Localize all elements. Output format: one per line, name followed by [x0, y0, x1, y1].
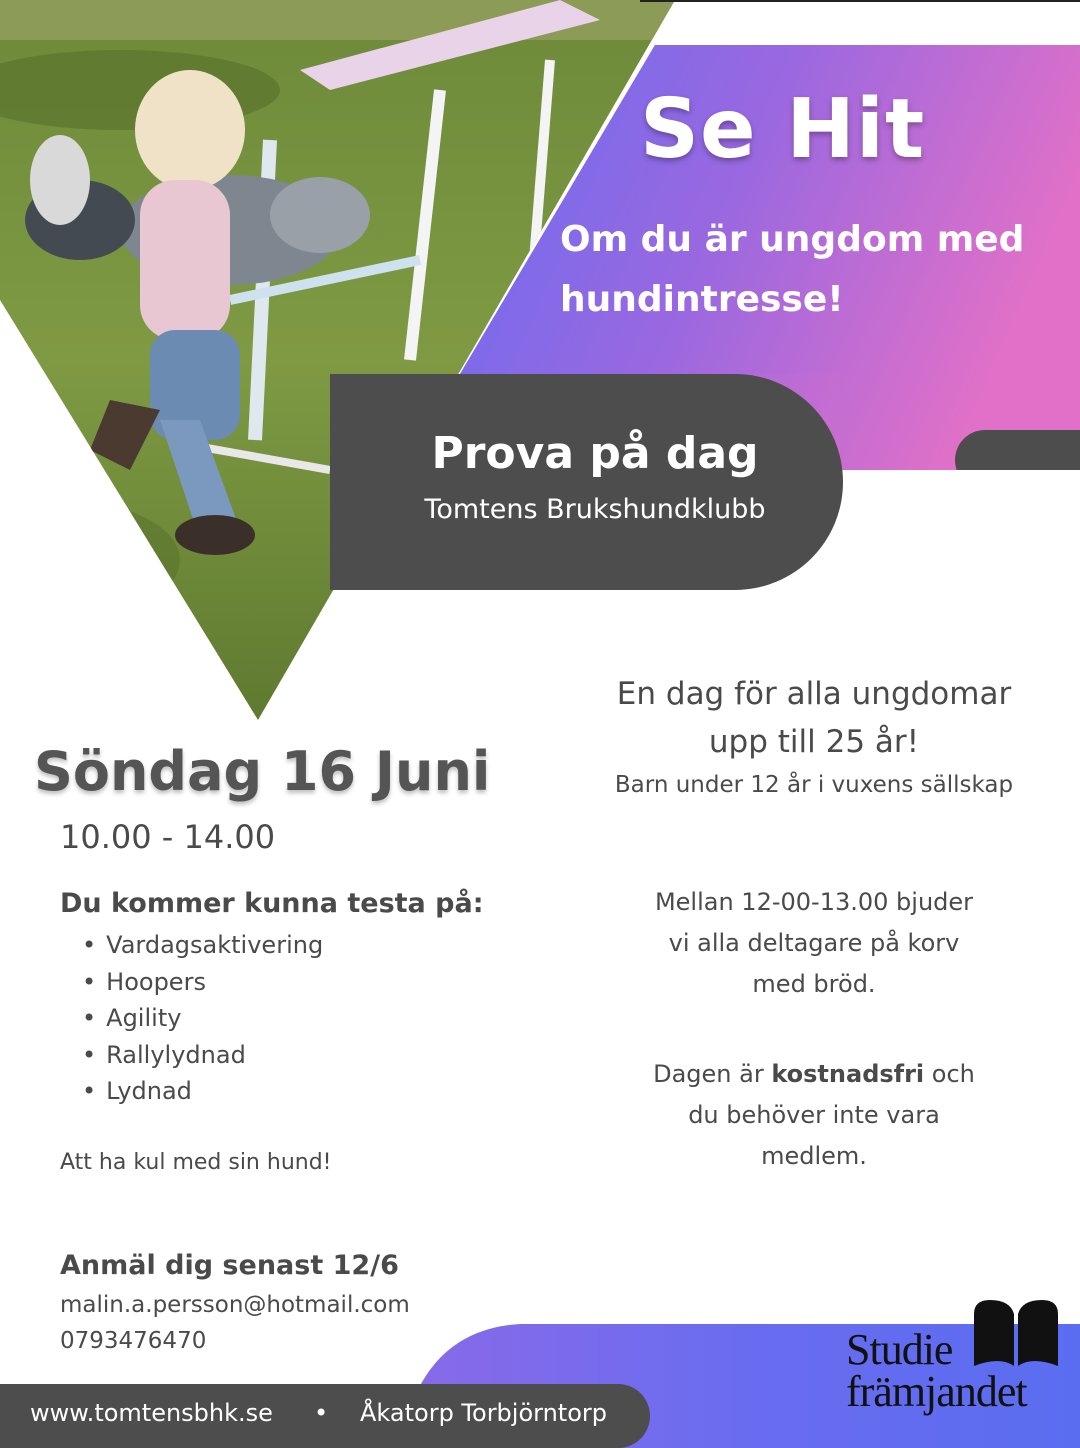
headline-title: Se Hit	[640, 82, 926, 177]
cost-pre: Dagen är	[653, 1060, 764, 1088]
subtitle-line-1: Om du är ungdom med	[560, 219, 1025, 260]
cost-line-3: medlem.	[761, 1142, 867, 1170]
registration-heading: Anmäl dig senast 12/6	[60, 1250, 399, 1281]
event-pill	[0, 370, 860, 600]
activities-tagline: Att ha kul med sin hund!	[60, 1150, 332, 1175]
food-line-3: med bröd.	[752, 970, 876, 998]
info-audience	[560, 670, 1068, 766]
event-title: Prova på dag	[431, 428, 759, 479]
registration-email[interactable]: malin.a.persson@hotmail.com	[60, 1292, 410, 1318]
cost-line-1	[560, 1054, 1068, 1095]
footer-location: Åkatorp Torbjörntorp	[360, 1399, 607, 1427]
event-date: Söndag 16 Juni	[34, 740, 491, 803]
list-item: • Hoopers	[82, 967, 323, 1004]
food-info	[560, 882, 1068, 1005]
list-item: • Vardagsaktivering	[82, 930, 323, 967]
list-item: • Agility	[82, 1003, 323, 1040]
activities-list	[82, 930, 323, 1113]
footer-website[interactable]: www.tomtensbhk.se	[30, 1399, 273, 1427]
headline-subtitle	[560, 210, 1070, 330]
subtitle-line-2: hundintresse!	[560, 279, 844, 320]
footer-separator: •	[314, 1399, 329, 1427]
club-name: Tomtens Brukshundklubb	[424, 494, 766, 525]
info-line-1: En dag för alla ungdomar	[616, 676, 1012, 712]
studiefraemjandet-logo	[846, 1296, 1066, 1426]
activities-heading: Du kommer kunna testa på:	[60, 888, 484, 919]
cost-line-2: du behöver inte vara	[688, 1101, 940, 1129]
cost-post: och	[931, 1060, 975, 1088]
book-icon	[970, 1296, 1062, 1370]
children-note: Barn under 12 år i vuxens sällskap	[614, 772, 1014, 798]
cost-info	[560, 1054, 1068, 1177]
info-line-2: upp till 25 år!	[708, 724, 920, 760]
registration-phone[interactable]: 0793476470	[60, 1328, 207, 1354]
logo-line-2: främjandet	[846, 1367, 1027, 1416]
logo-line-1: Studie	[846, 1325, 953, 1374]
food-line-1: Mellan 12-00-13.00 bjuder	[654, 888, 974, 916]
food-line-2: vi alla deltagare på korv	[668, 929, 960, 957]
list-item: • Lydnad	[82, 1076, 323, 1113]
list-item: • Rallylydnad	[82, 1040, 323, 1077]
cost-bold: kostnadsfri	[771, 1060, 925, 1088]
event-time: 10.00 - 14.00	[60, 818, 276, 856]
